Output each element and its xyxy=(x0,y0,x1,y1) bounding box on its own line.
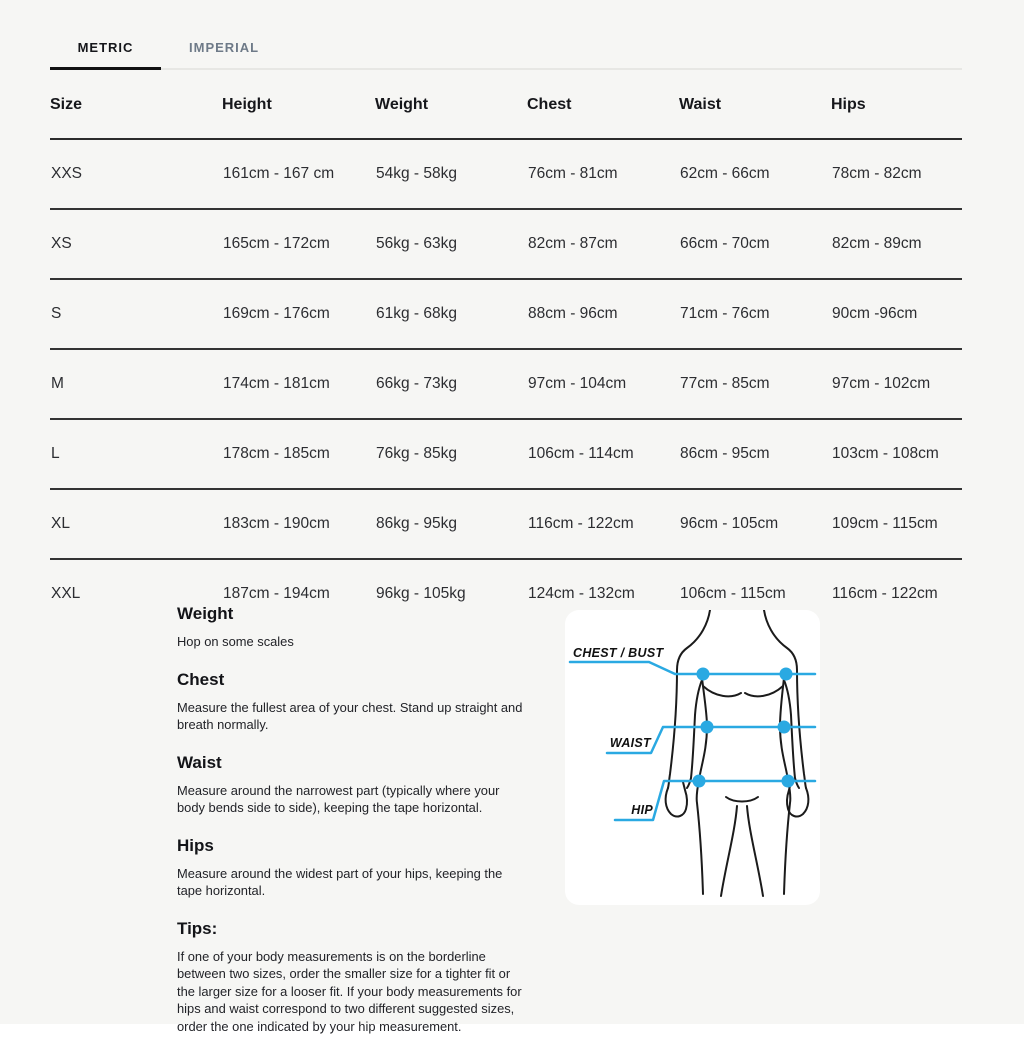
guide-heading-waist: Waist xyxy=(177,752,222,772)
guide-heading-weight: Weight xyxy=(177,604,234,623)
cell-hips: 97cm - 102cm xyxy=(831,349,962,419)
cell-waist: 66cm - 70cm xyxy=(679,209,831,279)
tab-metric[interactable]: METRIC xyxy=(77,40,134,55)
waist-label: WAIST xyxy=(609,736,651,750)
cell-size: XL xyxy=(50,489,222,559)
cell-waist: 86cm - 95cm xyxy=(679,419,831,489)
size-table xyxy=(50,84,962,628)
cell-height: 187cm - 194cm xyxy=(223,585,330,602)
cell-waist: 77cm - 85cm xyxy=(679,349,831,419)
hip-measure-line xyxy=(615,775,815,821)
cell-chest: 124cm - 132cm xyxy=(528,585,635,602)
waist-measure-line xyxy=(607,721,815,754)
guide-heading-chest: Chest xyxy=(177,669,225,689)
cell-hips: 90cm -96cm xyxy=(831,279,962,349)
table-row-xs xyxy=(50,209,962,279)
active-tab-underline xyxy=(50,67,161,70)
measurement-guide xyxy=(177,604,529,1054)
cell-chest: 88cm - 96cm xyxy=(527,279,679,349)
cell-chest: 97cm - 104cm xyxy=(527,349,679,419)
cell-chest: 76cm - 81cm xyxy=(527,139,679,209)
body-outline xyxy=(666,610,809,896)
cell-waist: 71cm - 76cm xyxy=(679,279,831,349)
cell-hips: 116cm - 122cm xyxy=(832,585,938,602)
column-header-weight: Weight xyxy=(375,84,527,139)
column-header-waist: Waist xyxy=(679,84,831,139)
cell-hips: 109cm - 115cm xyxy=(831,489,962,559)
guide-text-waist: Measure around the narrowest part (typically where your body bends side to side), keeping the tape horizontal. xyxy=(177,782,500,815)
guide-text-tips: If one of your body measurements is on the borderline between two sizes, order the smaller size for a tighter fit or the larger size for a looser fit. If your body measurements for hips and waist correspond to two different suggested sizes, order the one indicated by your hip measurement. xyxy=(177,948,522,1034)
cell-height: 169cm - 176cm xyxy=(222,279,375,349)
cell-waist: 62cm - 66cm xyxy=(679,139,831,209)
cell-height: 178cm - 185cm xyxy=(222,419,375,489)
table-row-xl xyxy=(50,489,962,559)
guide-text-hips: Measure around the widest part of your hips, keeping the tape horizontal. xyxy=(177,865,503,898)
tab-imperial[interactable]: IMPERIAL xyxy=(189,40,260,55)
guide-heading-tips: Tips: xyxy=(177,918,218,938)
cell-size: M xyxy=(50,349,222,419)
column-header-hips: Hips xyxy=(831,84,962,139)
table-header-row xyxy=(50,84,962,139)
cell-size: S xyxy=(50,279,222,349)
cell-weight: 86kg - 95kg xyxy=(375,489,527,559)
cell-hips: 82cm - 89cm xyxy=(831,209,962,279)
cell-size: XS xyxy=(50,209,222,279)
cell-chest: 106cm - 114cm xyxy=(527,419,679,489)
cell-size: XXS xyxy=(50,139,222,209)
chest-bust-label: CHEST / BUST xyxy=(573,646,664,660)
cell-chest: 116cm - 122cm xyxy=(527,489,679,559)
cell-weight: 54kg - 58kg xyxy=(375,139,527,209)
body-measurement-diagram xyxy=(565,610,820,905)
cell-hips: 103cm - 108cm xyxy=(831,419,962,489)
cell-chest: 82cm - 87cm xyxy=(527,209,679,279)
cell-size: L xyxy=(50,419,222,489)
body-figure-icon xyxy=(565,610,820,905)
cell-hips: 78cm - 82cm xyxy=(831,139,962,209)
guide-text-chest: Measure the fullest area of your chest. Stand up straight and breath normally. xyxy=(177,699,523,732)
cell-weight: 96kg - 105kg xyxy=(376,585,466,602)
column-header-height: Height xyxy=(222,84,375,139)
column-header-chest: Chest xyxy=(527,84,679,139)
guide-heading-hips: Hips xyxy=(177,835,214,855)
cell-height: 174cm - 181cm xyxy=(222,349,375,419)
cell-height: 165cm - 172cm xyxy=(222,209,375,279)
table-row-m xyxy=(50,349,962,419)
guide-text-weight: Hop on some scales xyxy=(177,634,294,649)
cell-size: XXL xyxy=(51,585,81,602)
column-header-size: Size xyxy=(50,84,222,139)
cell-waist: 106cm - 115cm xyxy=(680,585,786,602)
table-row-l xyxy=(50,419,962,489)
hip-label: HIP xyxy=(631,803,653,817)
chest-measure-line xyxy=(570,646,815,681)
cell-weight: 61kg - 68kg xyxy=(375,279,527,349)
cell-height: 161cm - 167 cm xyxy=(222,139,375,209)
tabs-divider xyxy=(50,68,962,70)
cell-weight: 66kg - 73kg xyxy=(375,349,527,419)
cell-weight: 56kg - 63kg xyxy=(375,209,527,279)
cell-weight: 76kg - 85kg xyxy=(375,419,527,489)
table-row-s xyxy=(50,279,962,349)
table-row-xxs xyxy=(50,139,962,209)
cell-height: 183cm - 190cm xyxy=(222,489,375,559)
cell-waist: 96cm - 105cm xyxy=(679,489,831,559)
